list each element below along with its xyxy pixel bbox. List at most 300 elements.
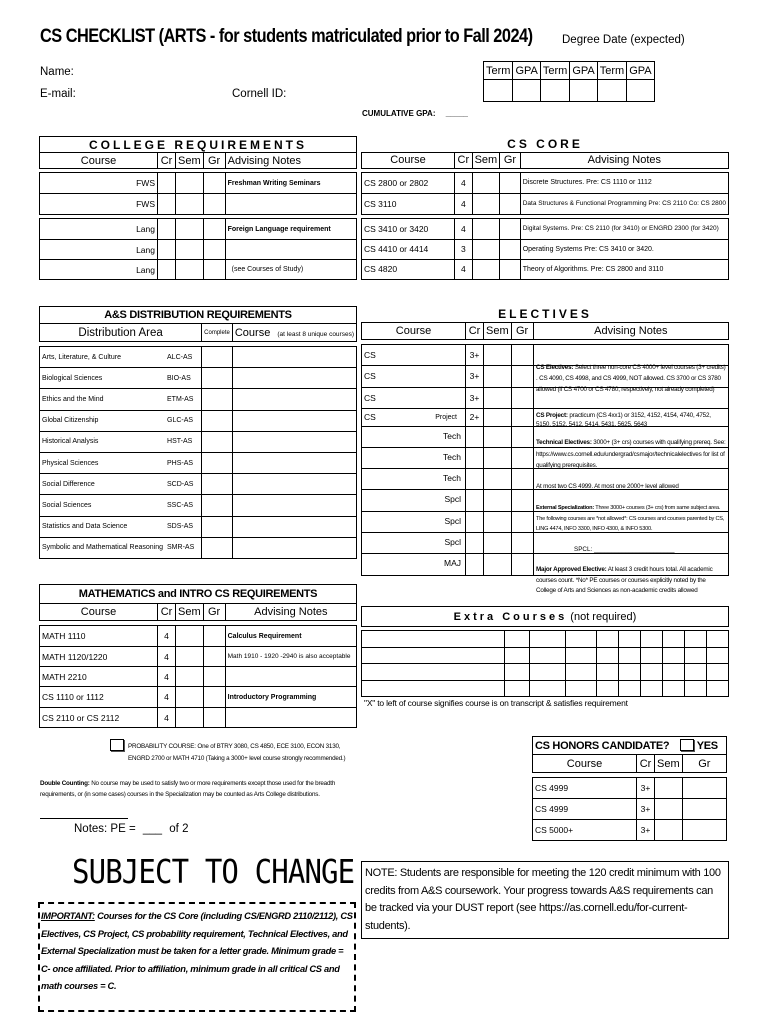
note-cell: Freshman Writing Seminars [225,173,356,194]
cr-cell: 3+ [637,799,655,820]
table-row [533,778,727,799]
col-cr: Cr [455,152,473,168]
cr-cell [466,489,484,511]
course-cell [362,365,466,387]
gr-cell[interactable] [203,240,225,260]
extra-course-cell[interactable] [618,664,640,681]
gr-cell[interactable] [511,387,533,408]
gr-cell[interactable] [500,172,521,193]
note-cell: Math 1910 - 1920 -2940 is also acceptable [225,647,356,667]
extra-course-cell[interactable] [706,680,728,697]
cr-cell: 2+ [466,408,484,426]
term-gpa-cell[interactable] [540,80,569,102]
col-advising-notes: Advising Notes [225,153,356,169]
gr-cell[interactable] [203,194,225,215]
col-gr: Gr [500,152,521,168]
email-label: E-mail: [40,88,76,100]
course-cell [362,447,466,468]
complete-cell[interactable] [202,389,233,410]
distribution-code-cell: SCD-AS [165,474,202,495]
col-course: Course [533,755,637,773]
term-gpa-cell[interactable] [513,80,540,102]
cr-cell: 4 [455,218,473,239]
math-title: MATHEMATICS and INTRO CS REQUIREMENTS [40,585,357,604]
distribution-course-cell[interactable] [232,431,356,452]
gr-cell[interactable] [500,193,521,214]
course-cell: Lang [40,240,158,260]
gr-cell[interactable] [203,647,225,667]
course-cell: CS 4999 [533,778,637,799]
note-cell [225,708,356,728]
gr-cell[interactable] [511,365,533,387]
distribution-course-cell[interactable] [232,410,356,431]
external-specialization-note [536,503,726,535]
sem-cell[interactable] [484,426,512,447]
complete-cell[interactable] [202,368,233,389]
term-header: Term [597,62,626,80]
col-sem: Sem [176,153,204,169]
sem-cell[interactable] [484,447,512,468]
major-approved-note-text: At least 3 credit hours total. All academic courses count. *No* PE courses or courses explicitly noted by the College of Arts and Sciences as non-academic credits allowed [536,566,713,594]
cumulative-gpa-text: CUMULATIVE GPA: [362,109,436,118]
complete-cell[interactable] [202,431,233,452]
gr-cell[interactable] [511,468,533,489]
honors-yes-checkbox[interactable] [680,739,694,751]
external-specialization-note-text: Three 3000+ courses (3+ crs) from same subject area. The following courses are *not allowed*: CS courses and courses parented by CS, LING 4474, INFO 3300, INFO 4300, & INFO 5300. [536,505,725,532]
table-row [40,474,357,495]
probability-note: PROBABILITY COURSE: One of BTRY 3080, CS 4850, ECE 3100, ECON 3130, ENGRD 2700 or MATH 4710 (Taking a 3000+ level course strongly recommended.) [128,743,346,762]
col-advising-notes: Advising Notes [533,322,728,339]
cr-cell [466,468,484,489]
col-cr: Cr [158,604,176,621]
table-row [362,239,729,259]
sem-cell[interactable] [176,260,204,280]
extra-course-cell[interactable] [684,664,706,681]
gr-cell[interactable] [203,219,225,240]
col-course [232,324,356,342]
sem-cell[interactable] [484,532,512,553]
course-prefix: CS [364,349,376,360]
table-row [362,631,729,648]
note-cell: Foreign Language requirement [225,219,356,240]
distribution-area-cell: Symbolic and Mathematical Reasoning [40,537,166,558]
distribution-table [39,306,357,559]
col-cr: Cr [158,153,176,169]
gr-cell[interactable] [511,532,533,553]
extra-courses-footnote: "X" to left of course signifies course is on transcript & satisfies requirement [364,698,628,708]
notes-pe-blank: ___ [142,823,163,835]
extra-course-cell[interactable] [566,631,596,648]
sem-cell[interactable] [176,708,204,728]
extra-course-cell[interactable] [618,631,640,648]
cr-cell [466,511,484,532]
cr-cell [466,447,484,468]
complete-cell[interactable] [202,410,233,431]
extra-course-cell[interactable] [505,647,530,664]
course-prefix: CS [364,392,376,403]
cr-cell: 4 [158,626,176,647]
spcl-blank: SPCL: _______________________ [574,546,675,553]
course-type-label: Project [435,413,457,421]
course-type-label: Spcl [444,493,461,504]
distribution-code-cell: ALC-AS [165,347,202,368]
sem-cell[interactable] [176,626,204,647]
sem-cell[interactable] [655,820,683,841]
table-row [362,218,729,239]
honors-table [532,736,727,841]
table-row [40,431,357,452]
distribution-area-cell: Arts, Literature, & Culture [40,347,166,368]
honors-title: CS HONORS CANDIDATE? [535,740,670,752]
col-advising-notes: Advising Notes [225,604,356,621]
credit-note-box: NOTE: Students are responsible for meeting the 120 credit minimum with 100 credits from A&S coursework. Your progress towards A&S requirements can be tracked via your DUST report (see https://as.cornell.edu/for-current-students). [361,861,729,939]
distribution-area-cell: Social Sciences [40,495,166,516]
extra-course-cell[interactable] [684,631,706,648]
extra-course-cell[interactable] [706,631,728,648]
sem-cell[interactable] [472,193,500,214]
distribution-code-cell: SSC-AS [165,495,202,516]
gr-cell[interactable] [203,626,225,647]
distribution-course-cell[interactable] [232,368,356,389]
sem-cell[interactable] [484,408,512,426]
course-cell: MATH 2210 [40,667,158,687]
extra-course-cell[interactable] [362,664,505,681]
table-row [533,820,727,841]
course-cell [362,489,466,511]
tech-electives-note [536,437,726,472]
extra-course-cell[interactable] [662,680,684,697]
sem-cell[interactable] [484,387,512,408]
course-cell: Lang [40,260,158,280]
complete-cell[interactable] [202,516,233,537]
sem-cell[interactable] [472,172,500,193]
cr-cell[interactable] [158,260,176,280]
sem-cell[interactable] [176,194,204,215]
sem-cell[interactable] [176,173,204,194]
cr-cell: 3+ [466,344,484,365]
gr-cell[interactable] [511,426,533,447]
extra-course-cell[interactable] [706,647,728,664]
extra-course-cell[interactable] [596,647,618,664]
extra-course-cell[interactable] [566,647,596,664]
cr-cell[interactable] [158,173,176,194]
gr-cell[interactable] [203,260,225,280]
cr-cell[interactable] [158,219,176,240]
important-note [41,908,353,996]
table-row [40,495,357,516]
course-type-label: Tech [443,472,461,483]
extra-course-cell[interactable] [662,631,684,648]
distribution-course-cell[interactable] [232,347,356,368]
table-row [40,537,357,558]
table-row [40,194,357,215]
col-advising-notes: Advising Notes [520,152,728,168]
note-cell: (see Courses of Study) [225,260,356,280]
cr-cell: 4 [158,667,176,687]
double-counting-note [40,778,340,800]
cs-electives-note-text: Select three non-core CS 4000+ level courses (3+ credits) . CS 4090, CS 4998, and CS 4999, NOT allowed. CS 3700 or CS 3780 allowed (if CS 4700 or CS 4780, respectively, not already completed) [536,364,726,393]
course-cell: CS 2110 or CS 2112 [40,708,158,728]
course-cell: FWS [40,173,158,194]
extra-course-cell[interactable] [662,664,684,681]
degree-date-label: Degree Date (expected) [562,34,685,46]
course-cell [362,387,466,408]
cs-project-note-text: practicum (CS 4xx1) or 3152, 4152, 4154, 4740, 4752, 5150, 5152, 5412, 5414, 5431, 5625, 5643 [536,412,711,428]
table-row [40,410,357,431]
col-course: Course [362,322,466,339]
extra-courses-table [361,606,729,697]
cr-cell: 3+ [466,387,484,408]
cr-cell [466,426,484,447]
table-row [40,452,357,473]
table-row [533,799,727,820]
term-gpa-cell[interactable] [597,80,626,102]
sem-cell[interactable] [484,344,512,365]
term-header: Term [540,62,569,80]
honors-yes-label: YES [696,740,718,752]
extra-courses-title-bold: Extra Courses [453,610,568,623]
cs-core-table [361,136,729,280]
extra-course-cell[interactable] [505,680,530,697]
gr-cell[interactable] [500,259,521,279]
cs-electives-note-bold: CS Electives: [536,364,574,371]
gr-cell[interactable] [203,687,225,708]
complete-cell[interactable] [202,474,233,495]
col-distribution-area: Distribution Area [40,324,202,342]
table-row [362,259,729,279]
distribution-area-cell: Statistics and Data Science [40,516,166,537]
extra-course-cell[interactable] [362,680,505,697]
sem-cell[interactable] [472,259,500,279]
term-gpa-cell[interactable] [627,80,654,102]
sem-cell[interactable] [484,511,512,532]
extra-course-cell[interactable] [530,680,566,697]
col-gr: Gr [511,322,533,339]
extra-course-cell[interactable] [640,680,662,697]
course-cell [362,344,466,365]
table-row [362,647,729,664]
table-row [40,389,357,410]
extra-course-cell[interactable] [530,664,566,681]
cr-cell: 4 [455,172,473,193]
course-cell [362,532,466,553]
course-cell: CS 4410 or 4414 [362,239,455,259]
sem-cell[interactable] [176,667,204,687]
subject-to-change: SUBJECT TO CHANGE [72,852,355,891]
cr-cell[interactable] [158,194,176,215]
sem-cell[interactable] [472,239,500,259]
gr-cell[interactable] [203,173,225,194]
sem-cell[interactable] [176,240,204,260]
table-row [40,626,357,647]
cumulative-gpa-blank: _____ [445,109,468,118]
sem-cell[interactable] [484,468,512,489]
note-cell [225,240,356,260]
note-cell: Discrete Structures. Pre: CS 1110 or 1112 [520,172,728,193]
table-row [362,680,729,697]
gr-cell[interactable] [682,820,726,841]
course-cell: CS 5000+ [533,820,637,841]
cs-project-note-bold: CS Project: [536,412,568,419]
extra-course-cell[interactable] [596,664,618,681]
note-cell: Digital Systems. Pre: CS 2110 (for 3410) or ENGRD 2300 (for 3420) [520,218,728,239]
distribution-course-cell[interactable] [232,474,356,495]
distribution-course-cell[interactable] [232,495,356,516]
extra-course-cell[interactable] [640,631,662,648]
extra-course-cell[interactable] [706,664,728,681]
note-cell: Calculus Requirement [225,626,356,647]
distribution-code-cell: ETM-AS [165,389,202,410]
distribution-area-cell: Physical Sciences [40,452,166,473]
notes-pe-label: Notes: PE = [74,823,136,835]
sem-cell[interactable] [655,799,683,820]
course-prefix: CS [364,412,376,422]
extra-course-cell[interactable] [505,664,530,681]
distribution-course-cell[interactable] [232,452,356,473]
extra-course-cell[interactable] [566,680,596,697]
course-type-label: MAJ [444,557,461,568]
course-cell: CS 3110 [362,193,455,214]
extra-course-cell[interactable] [596,631,618,648]
cornell-id-label: Cornell ID: [232,88,287,100]
extra-course-cell[interactable] [684,680,706,697]
extra-course-cell[interactable] [362,631,505,648]
page-title: CS CHECKLIST (ARTS - for students matriculated prior to Fall 2024) [40,26,533,47]
extra-course-cell[interactable] [530,647,566,664]
distribution-area-cell: Global Citizenship [40,410,166,431]
distribution-area-cell: Ethics and the Mind [40,389,166,410]
gr-cell[interactable] [511,511,533,532]
math-table [39,584,357,728]
cr-cell: 4 [455,259,473,279]
cr-cell: 3+ [637,778,655,799]
extra-course-cell[interactable] [618,647,640,664]
sem-cell[interactable] [176,219,204,240]
gpa-header: GPA [513,62,540,80]
table-row [362,193,729,214]
sem-cell[interactable] [176,647,204,667]
course-cell [362,553,466,575]
cr-cell[interactable] [158,240,176,260]
term-gpa-cell[interactable] [484,80,513,102]
extra-course-cell[interactable] [566,664,596,681]
sem-cell[interactable] [655,778,683,799]
extra-course-cell[interactable] [596,680,618,697]
sem-cell[interactable] [176,687,204,708]
distribution-area-cell: Historical Analysis [40,431,166,452]
sem-cell[interactable] [484,365,512,387]
course-cell [362,408,466,426]
course-type-label: Tech [443,451,461,462]
extra-course-cell[interactable] [684,647,706,664]
col-course: Course [362,152,455,168]
col-course: Course [40,604,158,621]
electives-title: ELECTIVES [362,306,729,322]
extra-course-cell[interactable] [662,647,684,664]
distribution-area-cell: Social Difference [40,474,166,495]
probability-checkbox[interactable] [110,739,124,754]
extra-course-cell[interactable] [505,631,530,648]
table-row [40,173,357,194]
distribution-area-cell: Biological Sciences [40,368,166,389]
gr-cell[interactable] [203,708,225,728]
complete-cell[interactable] [202,452,233,473]
col-sem: Sem [472,152,500,168]
cr-cell: 4 [158,647,176,667]
sem-cell[interactable] [484,553,512,575]
extra-course-cell[interactable] [640,647,662,664]
distribution-code-cell: GLC-AS [165,410,202,431]
extra-courses-title [362,607,729,627]
complete-cell[interactable] [202,537,233,558]
complete-cell[interactable] [202,347,233,368]
distribution-code-cell: SDS-AS [165,516,202,537]
table-row [40,516,357,537]
external-specialization-note-bold: External Specialization: [536,505,594,511]
distribution-course-cell[interactable] [232,389,356,410]
cr-cell: 3+ [466,365,484,387]
course-prefix: CS [364,371,376,381]
note-cell [225,194,356,215]
gr-cell[interactable] [500,218,521,239]
col-gr: Gr [682,755,726,773]
gr-cell[interactable] [511,489,533,511]
extra-course-cell[interactable] [640,664,662,681]
cs-core-title: CS CORE [362,136,729,152]
gpa-header: GPA [627,62,654,80]
gr-cell[interactable] [682,799,726,820]
major-approved-note [536,565,726,597]
distribution-course-cell[interactable] [232,537,356,558]
gr-cell[interactable] [500,239,521,259]
complete-cell[interactable] [202,495,233,516]
course-cell: FWS [40,194,158,215]
extra-course-cell[interactable] [618,680,640,697]
notes-pe [74,823,188,835]
cr-cell: 3 [455,239,473,259]
table-row [40,647,357,667]
gr-cell[interactable] [511,344,533,365]
sem-cell[interactable] [472,218,500,239]
course-cell: MATH 1120/1220 [40,647,158,667]
course-type-label: Spcl [444,515,461,526]
extra-course-cell[interactable] [530,631,566,648]
distribution-code-cell: BIO-AS [165,368,202,389]
sem-cell[interactable] [484,489,512,511]
note-cell: Introductory Programming [225,687,356,708]
term-gpa-cell[interactable] [570,80,597,102]
extra-course-cell[interactable] [362,647,505,664]
cr-cell: 4 [455,193,473,214]
term-gpa-table [483,61,655,102]
course-cell: CS 3410 or 3420 [362,218,455,239]
table-row [40,708,357,728]
term-header: Term [484,62,513,80]
cs-project-note [536,411,726,430]
gr-cell[interactable] [682,778,726,799]
gr-cell[interactable] [511,553,533,575]
gr-cell[interactable] [511,447,533,468]
cr-cell [466,553,484,575]
important-text: Courses for the CS Core (including CS/ENGRD 2110/2112), CS Electives, CS Project, CS probability requirement, Technical Electives, and External Specialization must be taken for a letter grade. Minimum grade = C- once affiliated. Prior to affiliation, minimum grade in all critical CS and math courses = C. [41,911,353,991]
col-sem: Sem [655,755,683,773]
cs-electives-note [536,362,726,395]
col-cr: Cr [466,322,484,339]
distribution-course-cell[interactable] [232,516,356,537]
gr-cell[interactable] [203,667,225,687]
col-course: Course [40,153,158,169]
gr-cell[interactable] [511,408,533,426]
